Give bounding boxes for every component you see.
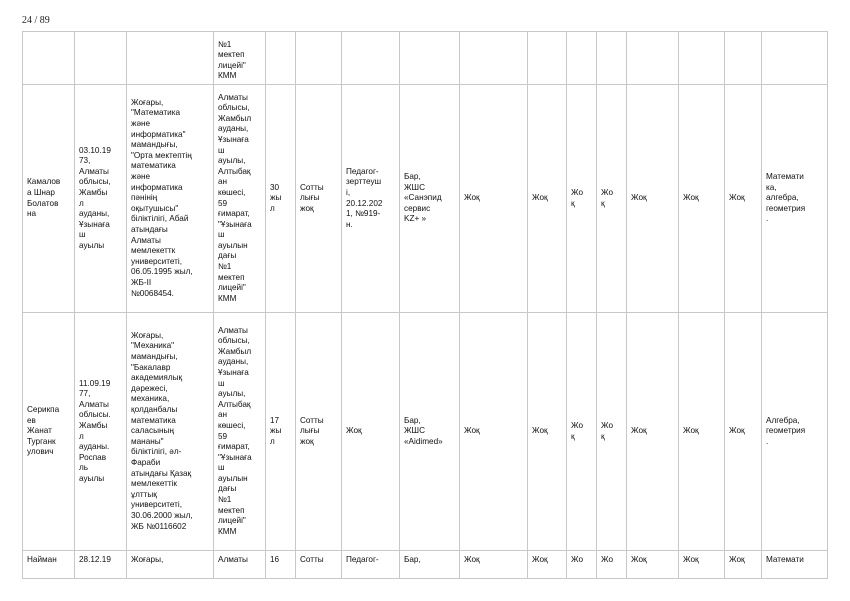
- subjects-cell: Алгебра, геометрия .: [762, 313, 828, 551]
- col-14-cell: Жоқ: [679, 551, 725, 579]
- col-15-cell: Жоқ: [725, 85, 762, 313]
- col-14-cell: [679, 32, 725, 85]
- col-9-cell: Жоқ: [460, 551, 528, 579]
- workplace-cell: №1 мектеп лицейі" КММ: [214, 32, 266, 85]
- col-11-cell: Жо: [567, 551, 597, 579]
- name-cell: [23, 32, 75, 85]
- workplace-cell: Алматы облысы, Жамбыл ауданы, Ұзынаға ш ауылы, Алтыбақ ан көшесі, 59 ғимарат, "Ұзынаға ш ауылын дағы №1 мектеп лицейі" КММ: [214, 313, 266, 551]
- experience-cell: 30 жы л: [266, 85, 296, 313]
- education-cell: Жоғары, "Механика" мамандығы, "Бакалавр академиялық дәрежесі, механика, қолданбалы математика саласының мананы" біліктілігі, әл- Фараби атындағы Қазақ мемлекеттік ұлттық университеті, 30.06.2000 жыл, ЖБ №0116602: [127, 313, 214, 551]
- certificate-cell: [400, 32, 460, 85]
- workplace-cell: Алматы облысы, Жамбыл ауданы, Ұзынаға ш ауылы, Алтыбақ ан көшесі, 59 ғимарат, "Ұзынаға ш ауылын дағы №1 мектеп лицейі" КММ: [214, 85, 266, 313]
- table-row: [23, 551, 828, 579]
- name-cell: Камалов а Шнар Болатов на: [23, 85, 75, 313]
- name-cell: Серикпа ев Жанат Турганк улович: [23, 313, 75, 551]
- experience-cell: 16: [266, 551, 296, 579]
- birth-cell: 28.12.19: [75, 551, 127, 579]
- col-10-cell: Жоқ: [528, 85, 567, 313]
- table-row: [23, 32, 828, 85]
- birth-cell: 03.10.19 73, Алматы облысы, Жамбы л ауданы, Ұзынаға ш ауылы: [75, 85, 127, 313]
- col-10-cell: Жоқ: [528, 313, 567, 551]
- table-row: [23, 85, 828, 313]
- col-11-cell: Жо қ: [567, 313, 597, 551]
- col-11-cell: [567, 32, 597, 85]
- table-row: [23, 313, 828, 551]
- education-cell: [127, 32, 214, 85]
- col-11-cell: Жо қ: [567, 85, 597, 313]
- name-cell: Найман: [23, 551, 75, 579]
- col-12-cell: Жо қ: [597, 313, 627, 551]
- subjects-cell: [762, 32, 828, 85]
- col-13-cell: Жоқ: [627, 551, 679, 579]
- col-13-cell: [627, 32, 679, 85]
- col-12-cell: Жо қ: [597, 85, 627, 313]
- criminal-record-cell: [296, 32, 342, 85]
- col-14-cell: Жоқ: [679, 313, 725, 551]
- education-cell: Жоғары, "Математика және информатика" мамандығы, "Орта мектептің математика және информатика пәнінің оқытушысы" біліктілігі, Абай атындағы Алматы мемлекеттк университеті, 06.05.1995 жыл, ЖБ-ІІ №0068454.: [127, 85, 214, 313]
- birth-cell: [75, 32, 127, 85]
- certificate-cell: Бар, ЖШС «Санэпид сервис KZ+ »: [400, 85, 460, 313]
- attestation-cell: Педагог-: [342, 551, 400, 579]
- page-number: 24 / 89: [22, 15, 50, 26]
- experience-cell: [266, 32, 296, 85]
- criminal-record-cell: Сотты лығы жоқ: [296, 85, 342, 313]
- criminal-record-cell: Сотты: [296, 551, 342, 579]
- col-15-cell: Жоқ: [725, 313, 762, 551]
- education-cell: Жоғары,: [127, 551, 214, 579]
- col-15-cell: Жоқ: [725, 551, 762, 579]
- attestation-cell: [342, 32, 400, 85]
- col-13-cell: Жоқ: [627, 313, 679, 551]
- experience-cell: 17 жы л: [266, 313, 296, 551]
- subjects-cell: Математи: [762, 551, 828, 579]
- col-12-cell: [597, 32, 627, 85]
- col-9-cell: [460, 32, 528, 85]
- col-10-cell: [528, 32, 567, 85]
- criminal-record-cell: Сотты лығы жоқ: [296, 313, 342, 551]
- certificate-cell: Бар,: [400, 551, 460, 579]
- certificate-cell: Бар, ЖШС «Aidimed»: [400, 313, 460, 551]
- col-15-cell: [725, 32, 762, 85]
- col-13-cell: Жоқ: [627, 85, 679, 313]
- col-9-cell: Жоқ: [460, 85, 528, 313]
- birth-cell: 11.09.19 77, Алматы облысы. Жамбы л ауданы. Роспав ль ауылы: [75, 313, 127, 551]
- workplace-cell: Алматы: [214, 551, 266, 579]
- col-10-cell: Жоқ: [528, 551, 567, 579]
- attestation-cell: Жоқ: [342, 313, 400, 551]
- staff-table: [22, 31, 828, 579]
- subjects-cell: Математи ка, алгебра, геометрия .: [762, 85, 828, 313]
- attestation-cell: Педагог- зерттеуш і, 20.12.202 1, №919- н.: [342, 85, 400, 313]
- col-9-cell: Жоқ: [460, 313, 528, 551]
- col-14-cell: Жоқ: [679, 85, 725, 313]
- col-12-cell: Жо: [597, 551, 627, 579]
